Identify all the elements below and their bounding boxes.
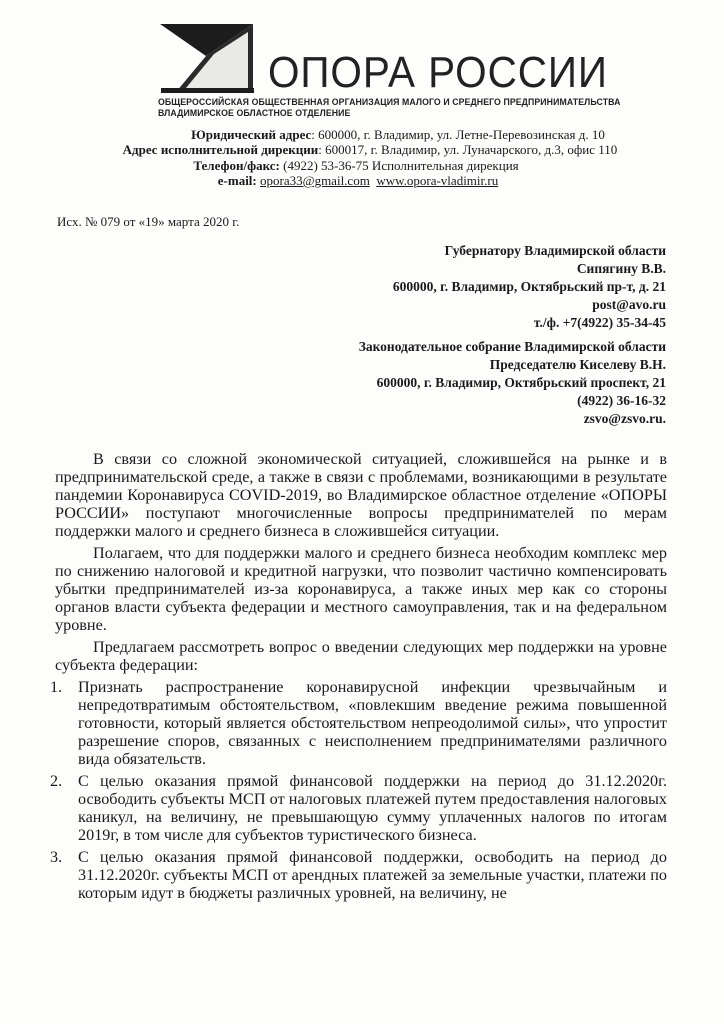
logo-text: ОПОРА РОССИИ [268,48,608,97]
list-item [50,848,667,902]
recipient-assembly [359,338,666,428]
email-link[interactable]: opora33@gmail.com [260,173,370,188]
list-number: 3. [50,848,63,866]
recipient-line: Губернатору Владимирской области [444,243,666,258]
recipient-line: Председателю Киселеву В.Н. [489,357,666,372]
legal-address: Юридический адрес: 600000, г. Владимир, ул. Летне-Перевозинская д. 10 [191,127,605,142]
executive-address: Адрес исполнительной дирекции: 600017, г. Владимир, ул. Луначарского, д.3, офис 110 [122,142,618,157]
list-number: 1. [50,678,63,696]
list-text: Признать распространение коронавирусной инфекции чрезвычайным и непредотвратимым обстоятельством, «повлекшим введение режима повышенной готовности, который является обстоятельством непреодолимой силы», что упростит разрешение споров, связанных с неисполнением предпринимателями различного вида обязательств. [78,678,667,768]
recipient-line: 600000, г. Владимир, Октябрьский проспект, 21 [376,375,666,390]
paragraph: Предлагаем рассмотреть вопрос о введении следующих мер поддержки на уровне субъекта федерации: [55,638,667,674]
website-link[interactable]: www.opora-vladimir.ru [376,173,499,188]
list-item [50,772,667,844]
outgoing-reference: Исх. № 079 от «19» марта 2020 г. [57,214,240,229]
list-text: С целью оказания прямой финансовой поддержки, освободить на период до 31.12.2020г. субъекты МСП от арендных платежей за земельные участки, платежи по которым идут в бюджеты различных уровней, на величину, не [78,848,667,902]
recipient-line: post@avo.ru [592,297,666,312]
list-text: С целью оказания прямой финансовой поддержки на период до 31.12.2020г. освободить субъекты МСП от налоговых платежей путем предоставления налоговых каникул, на величину, не превышающую сумму уплаченных налогов по итогам 2019г, в том числе для субъектов туристического бизнеса. [78,772,667,844]
recipient-line: Законодательное собрание Владимирской области [358,339,666,354]
letter-body [50,450,667,906]
paragraph: Полагаем, что для поддержки малого и среднего бизнеса необходим комплекс мер по снижению налоговой и кредитной нагрузки, что позволит частично компенсировать убытки предпринимателей из-за коронавируса, а также иных мер как со стороны органов власти субъекта федерации и местного самоуправления, так и на федеральном уровне. [55,544,667,634]
measures-list [50,678,667,902]
org-branch-line: ВЛАДИМИРСКОЕ ОБЛАСТНОЕ ОТДЕЛЕНИЕ [158,108,351,119]
opora-logo [158,14,608,97]
org-name-line: ОБЩЕРОССИЙСКАЯ ОБЩЕСТВЕННАЯ ОРГАНИЗАЦИЯ МАЛОГО И СРЕДНЕГО ПРЕДПРИНИМАТЕЛЬСТВА [158,97,621,108]
contacts: e-mail: opora33@gmail.com www.opora-vladimir.ru [217,173,499,188]
list-item [50,678,667,768]
paragraph: В связи со сложной экономической ситуацией, сложившейся на рынке и в предпринимательской среде, а также в связи с проблемами, возникающими в результате пандемии Коронавируса COVID-2019, во Владимирское областное отделение «ОПОРЫ РОССИИ» поступают многочисленные вопросы предпринимателей по мерам поддержки малого и среднего бизнеса в сложившейся ситуации. [55,450,667,540]
recipient-line: т./ф. +7(4922) 35-34-45 [533,315,666,330]
recipient-line: Сипягину В.В. [576,261,666,276]
list-number: 2. [50,772,63,790]
recipient-line: (4922) 36-16-32 [577,393,666,408]
phone-fax: Телефон/факс: (4922) 53-36-75 Исполнительная дирекция [193,158,519,173]
logo-emblem-icon [158,14,268,94]
recipient-line: zsvo@zsvo.ru. [583,411,666,426]
recipient-governor [393,242,666,332]
recipient-line: 600000, г. Владимир, Октябрьский пр-т, д. 21 [392,279,666,294]
